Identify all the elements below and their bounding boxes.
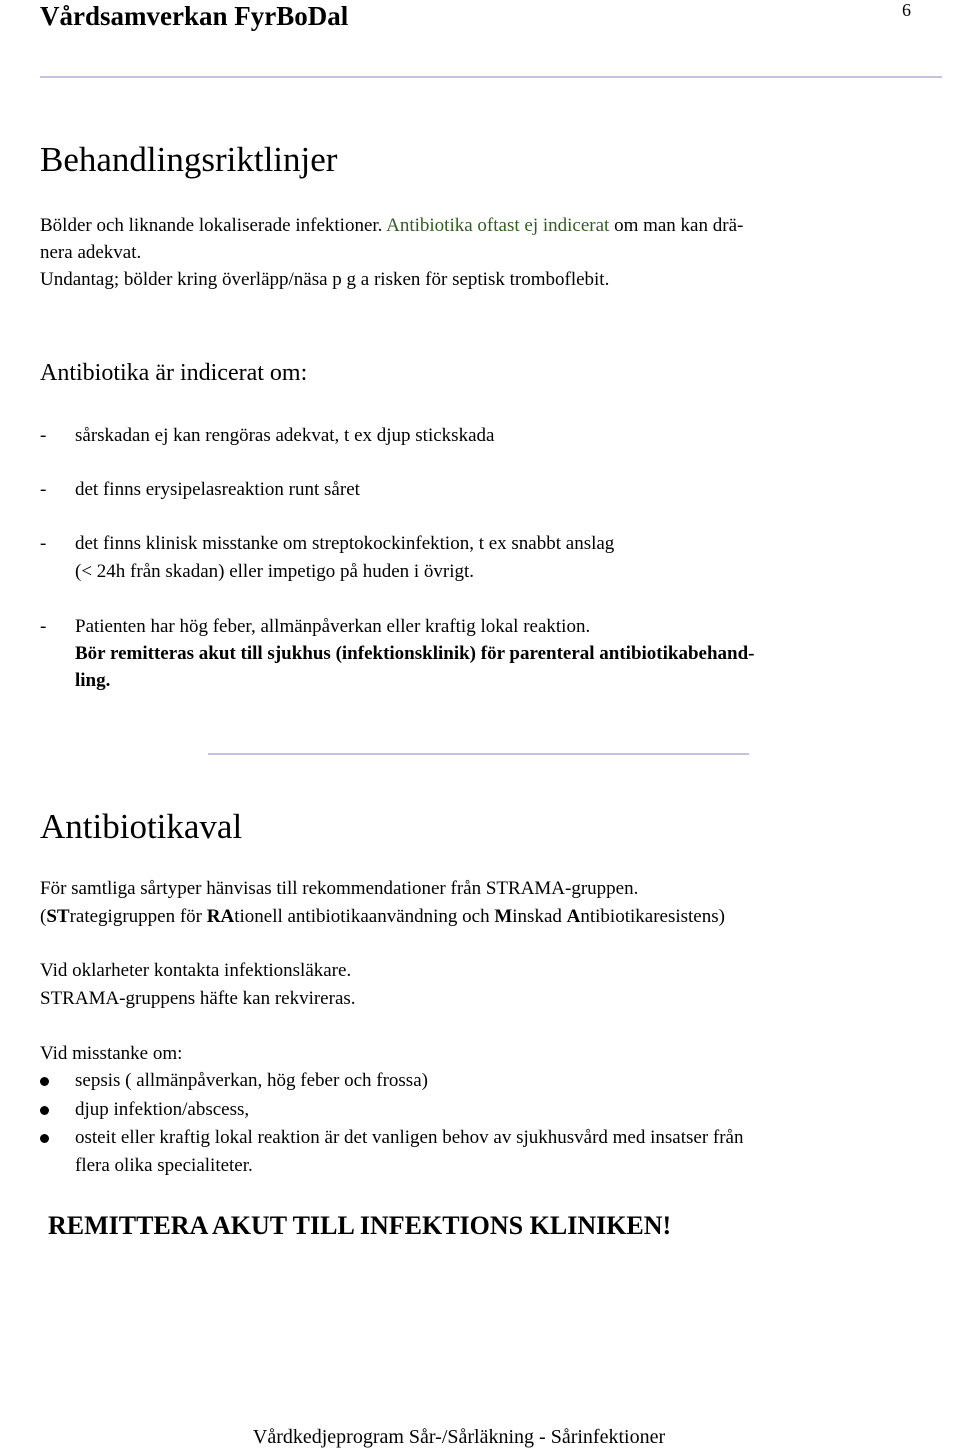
list-dash: - [40, 425, 47, 446]
suspicion-item-3-line-2: flera olika specialiteter. [75, 1155, 253, 1176]
bullet-dot [40, 1134, 49, 1143]
strama-letters: A [566, 906, 581, 927]
section-title-antibiotikaval: Antibiotikaval [40, 807, 243, 846]
list-dash: - [40, 533, 47, 554]
indication-item-3-line-1: det finns klinisk misstanke om streptokockinfektion, t ex snabbt anslag [75, 533, 615, 554]
intro-paragraph-line-3: Undantag; bölder kring överläpp/näsa p g a risken för septisk tromboflebit. [40, 269, 610, 290]
urgent-referral-notice: REMITTERA AKUT TILL INFEKTIONS KLINIKEN! [48, 1211, 672, 1240]
intro-highlight-text: Antibiotika oftast ej indicerat [386, 215, 610, 236]
strama-text: tionell antibiotikaanvändning och [234, 906, 495, 927]
intro-paragraph-line-2: nera adekvat. [40, 242, 142, 263]
page-footer: Vårdkedjeprogram Sår-/Sårläkning - Sårinfektioner [252, 1426, 666, 1448]
indication-item-2: det finns erysipelasreaktion runt såret [75, 479, 360, 500]
suspicion-item-1: sepsis ( allmänpåverkan, hög feber och frossa) [75, 1070, 428, 1091]
intro-text-continued: om man kan drä- [609, 215, 744, 236]
strama-reference-line: För samtliga sårtyper hänvisas till rekommendationer från STRAMA-gruppen. [40, 878, 639, 899]
suspicion-heading: Vid misstanke om: [40, 1043, 183, 1064]
referral-note-line-1: Bör remitteras akut till sjukhus (infektionsklinik) för parenteral antibiotikabehand- [75, 643, 755, 664]
strama-letters: M [494, 906, 513, 927]
indication-item-3-line-2: (< 24h från skadan) eller impetigo på huden i övrigt. [75, 561, 475, 582]
header-divider [40, 76, 942, 78]
strama-letters: RA [206, 906, 235, 927]
strama-text: ( [40, 906, 47, 927]
contact-line-1: Vid oklarheter kontakta infektionsläkare. [40, 960, 352, 981]
strama-letters: ST [46, 906, 70, 927]
suspicion-item-2: djup infektion/abscess, [75, 1099, 250, 1120]
list-dash: - [40, 479, 47, 500]
strama-text: ntibiotikaresistens) [580, 906, 725, 927]
suspicion-item-3-line-1: osteit eller kraftig lokal reaktion är det vanligen behov av sjukhusvård med insatser från [75, 1127, 744, 1148]
referral-note-line-2: ling. [75, 670, 111, 691]
page-number: 6 [902, 0, 911, 20]
section-title-behandlingsriktlinjer: Behandlingsriktlinjer [40, 140, 338, 179]
strama-text: inskad [512, 906, 567, 927]
bullet-dot [40, 1106, 49, 1115]
indication-item-4: Patienten har hög feber, allmänpåverkan eller kraftig lokal reaktion. [75, 616, 591, 637]
indication-item-1: sårskadan ej kan rengöras adekvat, t ex djup stickskada [75, 425, 495, 446]
strama-expansion-line [40, 903, 725, 930]
document-header-title: Vårdsamverkan FyrBoDal [40, 1, 349, 31]
intro-paragraph-line-1 [40, 212, 743, 239]
intro-text: Bölder och liknande lokaliserade infektioner. [40, 215, 387, 236]
contact-line-2: STRAMA-gruppens häfte kan rekvireras. [40, 988, 356, 1009]
strama-text: rategigruppen för [69, 906, 207, 927]
list-dash: - [40, 616, 47, 637]
bullet-dot [40, 1077, 49, 1086]
section-divider [208, 753, 749, 755]
indications-heading: Antibiotika är indicerat om: [40, 360, 308, 386]
